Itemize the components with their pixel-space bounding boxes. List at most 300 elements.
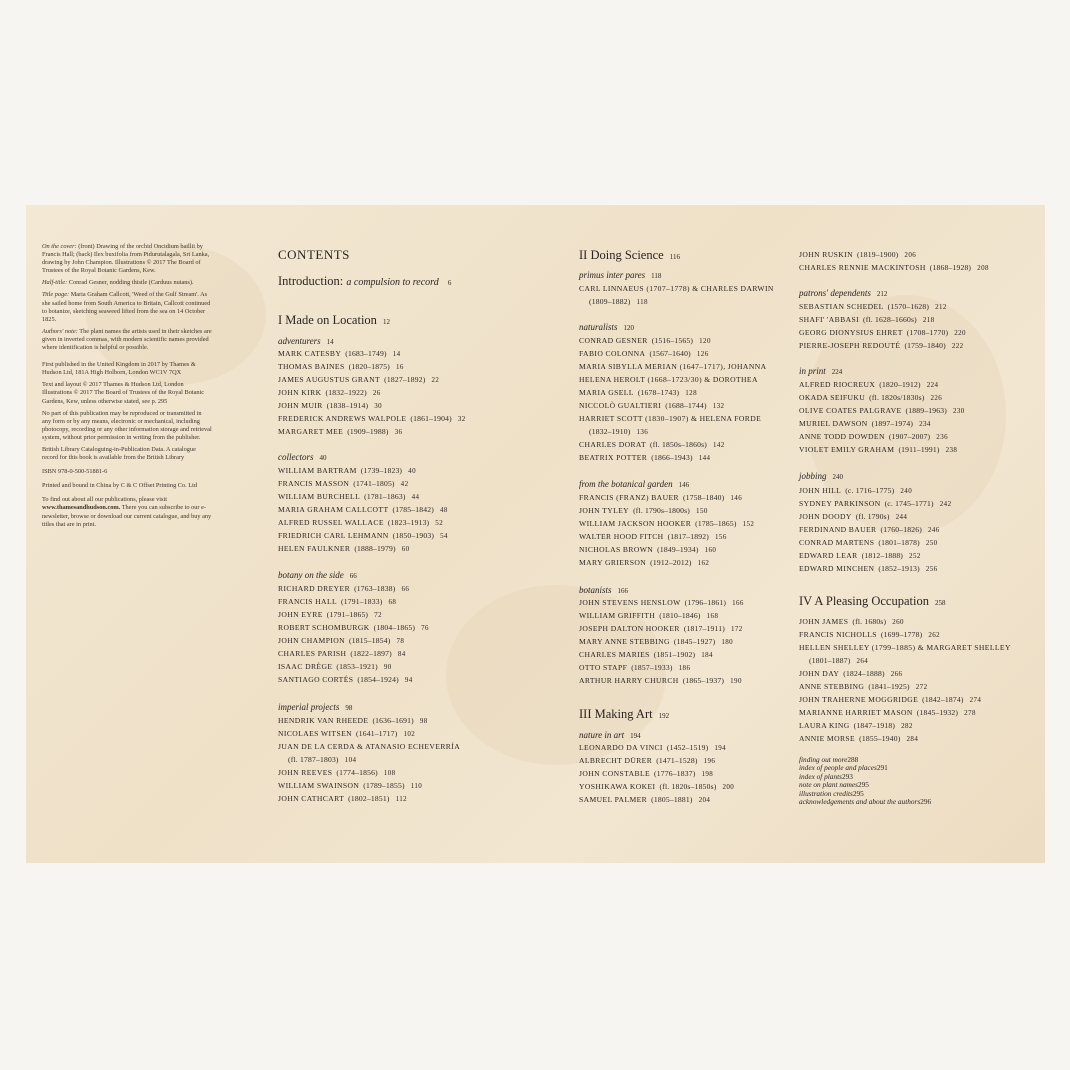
artist-dates: (fl. 1680s) <box>852 617 887 626</box>
artist-name: JOHN JAMES <box>799 617 849 626</box>
page-number: 220 <box>954 329 966 337</box>
artist-dates: (1817–1892) <box>667 532 710 541</box>
toc-entry[interactable] <box>799 564 938 573</box>
page-number: 218 <box>922 316 935 324</box>
toc-entry[interactable] <box>579 414 761 423</box>
page-number: 120 <box>623 324 635 332</box>
artist-dates: (1866–1943) <box>651 453 693 462</box>
imprint-cataloguing: British Library Cataloguing-in-Publication Data. A catalogue record for this book is available from the British Library <box>42 445 196 462</box>
page-number: 78 <box>396 637 405 645</box>
artist-name: JOHN KIRK <box>278 388 322 397</box>
section-label: botanists <box>579 585 612 595</box>
authors-note-text: The plant names the artists used in their sketches are given in inverted commas, with modern scientific names provided where identification is helpful or possible. <box>42 327 212 352</box>
toc-entry[interactable] <box>278 401 382 410</box>
artist-dates: (1841–1925) <box>868 682 910 691</box>
toc-entry[interactable] <box>799 250 916 259</box>
artist-dates: (1758–1840) <box>682 493 725 502</box>
page-number: 118 <box>651 272 662 280</box>
toc-entry[interactable] <box>579 349 709 358</box>
page-number: 160 <box>704 546 717 554</box>
toc-entry[interactable] <box>579 284 774 293</box>
section-label: nature in art <box>579 730 625 740</box>
artist-name: CONRAD GESNER <box>579 336 648 345</box>
artist-name: CHARLES DORAT <box>579 440 647 449</box>
page-number: 190 <box>730 677 742 685</box>
artist-dates: (1791–1833) <box>341 597 383 606</box>
artist-name: EDWARD LEAR <box>799 551 858 560</box>
page-number: 136 <box>636 428 649 436</box>
artist-dates: (1810–1846) <box>659 611 701 620</box>
page-number: 194 <box>714 744 727 752</box>
toc-entry[interactable] <box>799 406 965 415</box>
toc-entry[interactable] <box>579 336 711 345</box>
toc-entry[interactable] <box>579 743 726 752</box>
artist-name: LEONARDO DA VINCI <box>579 743 663 752</box>
artist-dates: (1819–1900) <box>856 250 899 259</box>
artist-name: JOHN STEVENS HENSLOW <box>579 598 681 607</box>
page-number: 94 <box>404 676 413 684</box>
toc-entry[interactable] <box>799 512 907 521</box>
page-number: 212 <box>935 303 947 311</box>
artist-dates: (1888–1979) <box>354 544 396 553</box>
imprint-isbn: ISBN 978-0-500-51881-6 <box>42 468 108 476</box>
imprint-text <box>42 243 212 533</box>
artist-name: HENDRIK VAN RHEEDE <box>278 716 369 725</box>
page-number: 272 <box>915 683 928 691</box>
toc-entry[interactable] <box>278 414 466 423</box>
artist-dates: (1865–1937) <box>682 676 725 685</box>
page-number: 156 <box>715 533 727 541</box>
section-heading[interactable] <box>579 730 641 740</box>
toc-entry[interactable] <box>799 708 976 717</box>
page-number: 240 <box>832 473 844 481</box>
section-heading[interactable] <box>278 570 357 580</box>
section-heading[interactable] <box>799 471 843 481</box>
artist-name: WILLIAM GRIFFITH <box>579 611 656 620</box>
artist-name: ANNE STEBBING <box>799 682 865 691</box>
toc-entry[interactable] <box>278 781 422 790</box>
toc-entry[interactable] <box>579 440 725 449</box>
page-number: 206 <box>904 251 917 259</box>
artist-dates: (1820–1875) <box>348 362 391 371</box>
page-number: 26 <box>372 389 381 397</box>
toc-entry[interactable] <box>579 795 710 804</box>
artist-dates: (1785–1865) <box>695 519 737 528</box>
artist-dates: (1832–1910) <box>589 427 631 436</box>
toc-entry[interactable] <box>799 551 921 560</box>
page-number: 40 <box>319 454 327 462</box>
toc-entry[interactable] <box>799 721 913 730</box>
toc-entry[interactable] <box>799 682 927 691</box>
page-number: 146 <box>678 481 690 489</box>
part-heading[interactable] <box>579 248 680 263</box>
artist-dates: (1857–1933) <box>631 663 673 672</box>
page-number: 264 <box>856 657 869 665</box>
artist-dates: (1567–1640) <box>649 349 691 358</box>
section-label: collectors <box>278 452 314 462</box>
page-number: 42 <box>400 480 409 488</box>
artist-name: JOHN RUSKIN <box>799 250 853 259</box>
artist-name: JOHN CONSTABLE <box>579 769 651 778</box>
artist-dates: (fl. 1628–1660s) <box>863 315 917 324</box>
artist-dates: (1785–1842) <box>392 505 434 514</box>
toc-entry[interactable] <box>799 669 902 678</box>
toc-entry[interactable] <box>579 401 724 410</box>
artist-name: FRANCIS NICHOLLS <box>799 630 877 639</box>
artist-name: WILLIAM BURCHELL <box>278 492 361 501</box>
section-heading[interactable] <box>579 585 628 595</box>
contents-title: CONTENTS <box>278 247 350 262</box>
page-number: 180 <box>721 638 734 646</box>
toc-entry[interactable] <box>278 584 409 593</box>
toc-entry[interactable] <box>579 782 734 791</box>
artist-dates: (1741–1805) <box>353 479 395 488</box>
toc-entry[interactable] <box>799 643 1011 652</box>
page-number: 295 <box>857 780 869 790</box>
artist-name: YOSHIKAWA KOKEI <box>579 782 656 791</box>
page-number: 48 <box>439 506 448 514</box>
toc-entry[interactable] <box>278 505 448 514</box>
toc-entry[interactable] <box>579 545 716 554</box>
page-number: 184 <box>701 651 713 659</box>
toc-entry[interactable] <box>278 623 429 632</box>
artist-name: JOHN DOODY <box>799 512 852 521</box>
artist-name: MARIA GSELL <box>579 388 634 397</box>
toc-entry[interactable] <box>579 362 766 371</box>
page-number: 250 <box>925 539 938 547</box>
cover-label: On the cover: <box>42 243 77 250</box>
page-number: 244 <box>895 513 908 521</box>
toc-entry[interactable] <box>579 663 690 672</box>
endmatter-label: illustration credits <box>799 788 853 798</box>
toc-entry[interactable] <box>278 662 392 671</box>
artist-name: OLIVE COATES PALGRAVE <box>799 406 902 415</box>
artist-dates: (1815–1854) <box>349 636 391 645</box>
artist-dates: (1889–1963) <box>905 406 947 415</box>
artist-dates: (1823–1913) <box>387 518 430 527</box>
imprint-newsletter: There you can subscribe to our e-newsletter, browse or download our current catalogue, and buy any titles that are in print. <box>42 504 212 528</box>
page-number: 230 <box>952 407 965 415</box>
artist-name: SEBASTIAN SCHEDEL <box>799 302 884 311</box>
page-number: 242 <box>939 500 952 508</box>
artist-name: WILLIAM BARTRAM <box>278 466 357 475</box>
toc-entry[interactable] <box>579 493 742 502</box>
toc-entry[interactable] <box>799 617 904 626</box>
artist-name: FERDINAND BAUER <box>799 525 877 534</box>
toc-entry[interactable] <box>579 637 733 646</box>
toc-entry[interactable] <box>579 769 713 778</box>
artist-dates: (1471–1528) <box>656 756 698 765</box>
artist-name: WILLIAM SWAINSON <box>278 781 360 790</box>
artist-dates: (1809–1882) <box>589 297 631 306</box>
artist-name: NICCOLÒ GUALTIERI <box>579 401 662 410</box>
toc-entry[interactable] <box>278 388 381 397</box>
artist-name: WILLIAM JACKSON HOOKER <box>579 519 692 528</box>
toc-entry[interactable] <box>278 479 408 488</box>
toc-entry[interactable] <box>799 328 966 337</box>
artist-name: BEATRIX POTTER <box>579 453 648 462</box>
toc-entry[interactable] <box>579 519 754 528</box>
artist-dates: (1907–2007) <box>888 432 931 441</box>
toc-entry[interactable] <box>799 486 912 495</box>
toc-entry[interactable] <box>799 656 868 665</box>
artist-dates: (1570–1628) <box>887 302 930 311</box>
endmatter-label: index of plants <box>799 771 842 781</box>
artist-dates: (1781–1863) <box>364 492 406 501</box>
artist-name: CHARLES MARIES <box>579 650 650 659</box>
page-number: 36 <box>394 428 403 436</box>
artist-name: LAURA KING <box>799 721 850 730</box>
imprint-copyright: Text and layout © 2017 Thames & Hudson Ltd, London Illustrations © 2017 The Board of Trustees of the Royal Botanic Gardens, Kew, unless otherwise stated, see p. 295 <box>42 381 205 405</box>
toc-entry[interactable] <box>799 734 918 743</box>
artist-dates: (1897–1974) <box>871 419 914 428</box>
toc-entry[interactable] <box>278 597 396 606</box>
artist-name: JOHN TRAHERNE MOGGRIDGE <box>799 695 919 704</box>
section-heading[interactable] <box>278 336 334 346</box>
artist-name: VIOLET EMILY GRAHAM <box>799 445 895 454</box>
introduction-entry[interactable] <box>278 274 451 289</box>
artist-name: MARK CATESBY <box>278 349 342 358</box>
page-number: 84 <box>397 650 406 658</box>
toc-entry[interactable] <box>799 302 947 311</box>
page-number: 293 <box>841 771 853 781</box>
page-number: 110 <box>410 782 423 790</box>
page-number: 60 <box>401 545 410 553</box>
toc-entry[interactable] <box>579 611 718 620</box>
page-number: 224 <box>831 368 843 376</box>
page-number: 32 <box>457 415 466 423</box>
artist-dates: (1822–1897) <box>350 649 392 658</box>
page-number: 194 <box>630 732 641 740</box>
artist-name: ARTHUR HARRY CHURCH <box>579 676 679 685</box>
artist-dates: (1739–1823) <box>360 466 403 475</box>
toc-entry[interactable] <box>799 445 957 454</box>
artist-name: HELLEN SHELLEY (1799–1885) & MARGARET SHELLEY <box>799 643 1011 652</box>
toc-entry[interactable] <box>278 716 428 725</box>
toc-entry[interactable] <box>799 525 940 534</box>
artist-name: ALFRED RIOCREUX <box>799 380 876 389</box>
artist-name: JOHN CHAMPION <box>278 636 346 645</box>
toc-entry[interactable] <box>799 432 948 441</box>
artist-dates: (1774–1856) <box>336 768 378 777</box>
toc-entry[interactable] <box>799 263 989 272</box>
page-number: 116 <box>669 253 680 261</box>
artist-dates: (1845–1927) <box>673 637 716 646</box>
page-number: 108 <box>383 769 396 777</box>
page-number: 66 <box>401 585 410 593</box>
toc-entry[interactable] <box>579 453 710 462</box>
toc-entry[interactable] <box>579 676 742 685</box>
authors-note-label: Authors' note: <box>42 327 78 335</box>
artist-dates: (1868–1928) <box>929 263 972 272</box>
artist-dates: (1801–1878) <box>878 538 920 547</box>
artist-dates: (1817–1911) <box>683 624 725 633</box>
page-number: 166 <box>617 587 629 595</box>
page-number: 246 <box>927 526 940 534</box>
artist-name: THOMAS BAINES <box>278 362 345 371</box>
artist-name: JOHN TYLEY <box>579 506 630 515</box>
artist-dates: (fl. 1790s) <box>855 512 890 521</box>
artist-dates: (1912–2012) <box>650 558 692 567</box>
toc-entry[interactable] <box>278 518 443 527</box>
title-page-text: Maria Graham Callcott, 'Weed of the Gulf Stream'. As she sailed home from South America to Britain, Callcott continued to botanize, sketching seaweed lifted from the sea on 14 October 1825. <box>42 291 211 323</box>
toc-entry[interactable] <box>799 499 951 508</box>
page-number: 162 <box>697 559 710 567</box>
page-number: 12 <box>382 318 390 326</box>
artist-dates: (1688–1744) <box>665 401 707 410</box>
part-label: IV A Pleasing Occupation <box>799 594 929 608</box>
section-heading[interactable] <box>799 288 887 298</box>
artist-name: CHARLES RENNIE MACKINTOSH <box>799 263 926 272</box>
toc-entry[interactable] <box>579 297 648 306</box>
page-number: 76 <box>421 624 429 632</box>
introduction-label: Introduction: <box>278 274 344 288</box>
artist-name: FREDERICK ANDREWS WALPOLE <box>278 414 407 423</box>
section-heading[interactable] <box>799 366 842 376</box>
toc-entry[interactable] <box>278 636 404 645</box>
toc-entry[interactable] <box>278 544 410 553</box>
artist-name: HELENA HEROLT (1668–1723/30) & DOROTHEA <box>579 375 758 384</box>
artist-dates: (1805–1881) <box>651 795 693 804</box>
part-label: III Making Art <box>579 707 653 721</box>
artist-dates: (1832–1922) <box>325 388 367 397</box>
toc-entry[interactable] <box>799 630 940 639</box>
toc-entry[interactable] <box>278 742 460 751</box>
toc-entry[interactable] <box>799 341 964 350</box>
page-number: 172 <box>730 625 743 633</box>
imprint-printer: Printed and bound in China by C & C Offset Printing Co. Ltd <box>42 482 198 490</box>
toc-entry[interactable] <box>278 729 415 738</box>
page-number: 6 <box>447 279 452 287</box>
artist-name: MARGARET MEE <box>278 427 344 436</box>
toc-entry[interactable] <box>799 315 935 324</box>
artist-name: MARIA GRAHAM CALLCOTT <box>278 505 389 514</box>
section-heading[interactable] <box>579 322 634 332</box>
section-heading[interactable] <box>278 702 352 712</box>
page-number: 222 <box>951 342 964 350</box>
page-number: 240 <box>900 487 913 495</box>
page-number: 90 <box>383 663 392 671</box>
section-heading[interactable] <box>579 479 689 489</box>
toc-entry[interactable] <box>278 675 413 684</box>
artist-dates: (1796–1861) <box>684 598 727 607</box>
artist-dates: (1849–1934) <box>657 545 699 554</box>
toc-entry[interactable] <box>278 755 356 764</box>
part-heading[interactable] <box>799 594 945 609</box>
toc-entry[interactable] <box>799 393 942 402</box>
toc-entry[interactable] <box>579 532 727 541</box>
artist-dates: (1852–1913) <box>878 564 920 573</box>
artist-name: MARIANNE HARRIET MASON <box>799 708 913 717</box>
page-number: 68 <box>388 598 397 606</box>
artist-name: ALBRECHT DÜRER <box>579 756 653 765</box>
toc-entry[interactable] <box>278 531 448 540</box>
toc-entry[interactable] <box>278 768 396 777</box>
endmatter-label: finding out more <box>799 755 848 764</box>
artist-dates: (1452–1519) <box>666 743 709 752</box>
page-number: 236 <box>936 433 948 441</box>
imprint-rights: No part of this publication may be reproduced or transmitted in any form or by any means, electronic or mechanical, including photocopy, recording or any other information storage and retrieval system, without prior permission in writing from the publisher. <box>42 409 212 441</box>
page-number: 260 <box>892 618 904 626</box>
artist-dates: (1827–1892) <box>384 375 426 384</box>
artist-dates: (1824–1888) <box>843 669 885 678</box>
toc-entry[interactable] <box>278 466 416 475</box>
section-heading[interactable] <box>579 270 661 280</box>
artist-name: MARIA SIBYLLA MERIAN (1647–1717), JOHANNA <box>579 362 767 371</box>
toc-entry[interactable] <box>799 380 938 389</box>
artist-name: MURIEL DAWSON <box>799 419 868 428</box>
toc-entry[interactable] <box>579 598 744 607</box>
section-label: imperial projects <box>278 702 340 712</box>
artist-name: JOHN EYRE <box>278 610 323 619</box>
artist-name: FRANCIS (FRANZ) BAUER <box>579 493 679 502</box>
toc-entry[interactable] <box>579 650 713 659</box>
toc-entry[interactable] <box>278 427 402 436</box>
artist-name: HARRIET SCOTT (1830–1907) & HELENA FORDE <box>579 414 762 423</box>
toc-entry[interactable] <box>799 538 938 547</box>
toc-entry[interactable] <box>579 756 715 765</box>
artist-dates: (1760–1826) <box>880 525 922 534</box>
page-number: 252 <box>909 552 921 560</box>
section-heading[interactable] <box>278 452 327 462</box>
page-number: 288 <box>847 755 859 764</box>
artist-name: FRANCIS MASSON <box>278 479 350 488</box>
toc-entry[interactable] <box>278 375 439 384</box>
page-number: 274 <box>969 696 982 704</box>
toc-entry[interactable] <box>278 492 419 501</box>
endmatter-label: index of people and places <box>799 763 877 773</box>
artist-name: SAMUEL PALMER <box>579 795 648 804</box>
toc-entry[interactable] <box>579 388 697 397</box>
page-number: 266 <box>890 670 903 678</box>
toc-entry[interactable] <box>278 649 406 658</box>
artist-dates: (1861–1904) <box>410 414 452 423</box>
endmatter-label: acknowledgements and about the authors <box>799 797 921 806</box>
half-title-text: Conrad Gesner, nodding thistle (Carduus nutans). <box>68 279 194 287</box>
artist-name: SHAFI' 'ABBASI <box>799 315 860 324</box>
toc-entry[interactable] <box>278 349 401 358</box>
artist-dates: (fl. 1820s–1850s) <box>659 782 717 791</box>
artist-name: SYDNEY PARKINSON <box>799 499 881 508</box>
artist-dates: (1763–1838) <box>354 584 396 593</box>
artist-name: OTTO STAPF <box>579 663 628 672</box>
page-number: 120 <box>699 337 711 345</box>
toc-entry[interactable] <box>579 506 708 515</box>
artist-dates: (1812–1888) <box>861 551 904 560</box>
artist-dates: (1838–1914) <box>326 401 369 410</box>
toc-entry[interactable] <box>278 794 407 803</box>
artist-name: ANNIE MORSE <box>799 734 856 743</box>
page-number: 104 <box>344 756 357 764</box>
toc-entry[interactable] <box>799 419 931 428</box>
toc-entry[interactable] <box>579 624 743 633</box>
toc-entry[interactable] <box>799 695 981 704</box>
part-heading[interactable] <box>579 707 669 722</box>
page-number: 52 <box>435 519 444 527</box>
page-number: 98 <box>345 704 353 712</box>
artist-name: NICHOLAS BROWN <box>579 545 654 554</box>
toc-entry[interactable] <box>579 427 648 436</box>
toc-entry[interactable] <box>579 558 709 567</box>
toc-entry[interactable] <box>278 362 404 371</box>
toc-entry[interactable] <box>278 610 382 619</box>
page-number: 284 <box>906 735 919 743</box>
toc-entry[interactable] <box>579 375 758 384</box>
endmatter-entry[interactable] <box>799 797 931 806</box>
part-heading[interactable] <box>278 313 390 328</box>
website-link[interactable]: www.thamesandhudson.com. <box>42 504 121 512</box>
artist-name: NICOLAES WITSEN <box>278 729 352 738</box>
